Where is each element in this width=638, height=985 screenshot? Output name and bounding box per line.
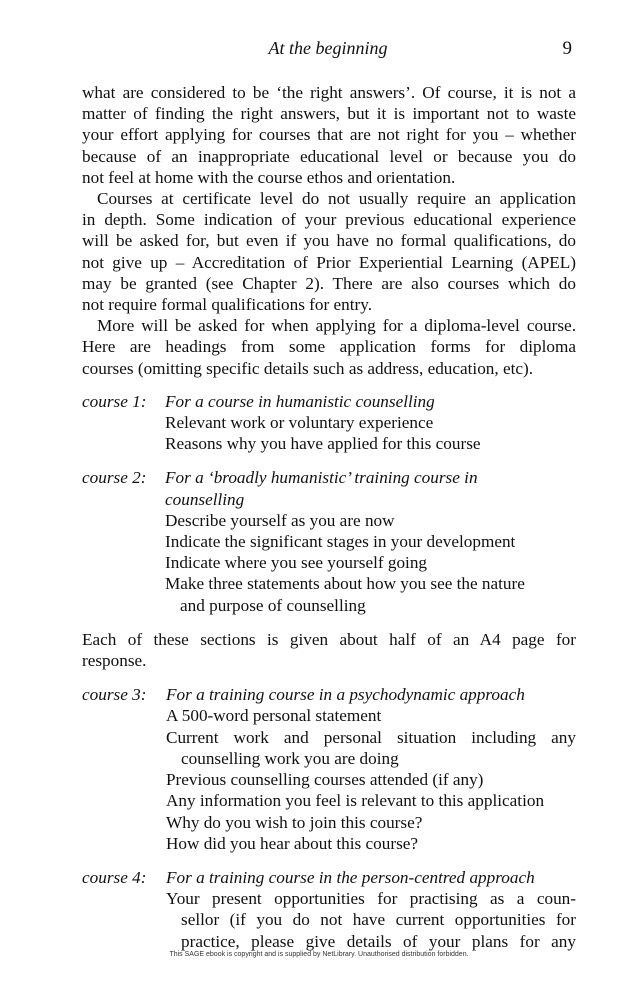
course-3-block [82, 684, 576, 854]
course-item: Your present opportunities for practising as a coun- [166, 889, 576, 909]
paragraph [82, 188, 576, 315]
course-title: For a training course in a psychodynamic approach [166, 685, 525, 705]
course-item-continued: sellor (if you do not have current opportunities for [181, 910, 576, 930]
course-item: Describe yourself as you are now [165, 510, 395, 530]
course-title: For a training course in the person-centred approach [166, 867, 535, 887]
text-line: Courses at certificate level do not usually require an application [97, 189, 576, 209]
course-label: course 3: [82, 685, 147, 705]
page-body [82, 82, 576, 952]
course-label: course 1: [82, 391, 147, 411]
text-line: in depth. Some indication of your previous educational experience [82, 210, 576, 230]
paragraph [82, 82, 576, 188]
course-item: Why do you wish to join this course? [166, 812, 423, 832]
text-line: your effort applying for courses that are not right for you – whether [82, 125, 576, 145]
text-line: will be asked for, but even if you have no formal qualifications, do [82, 231, 576, 251]
text-line: courses (omitting specific details such as address, education, etc). [82, 358, 534, 378]
text-line: More will be asked for when applying for a diploma-level course. [97, 316, 576, 336]
text-line: response. [82, 651, 147, 671]
page-number: 9 [562, 38, 572, 59]
text-line: not give up – Accreditation of Prior Experiential Learning (APEL) [82, 252, 576, 272]
text-line: Here are headings from some application forms for diploma [82, 337, 576, 357]
text-line: Each of these sections is given about half of an A4 page for [82, 629, 576, 649]
course-label: course 4: [82, 867, 147, 887]
course-item: Any information you feel is relevant to this application [166, 791, 545, 811]
paragraph [82, 315, 576, 379]
copyright-notice: This SAGE ebook is copyright and is supplied by NetLibrary. Unauthorised distribution forbidden. [169, 951, 469, 958]
course-title-continued: counselling [165, 489, 245, 509]
course-item: Indicate where you see yourself going [165, 553, 428, 573]
text-line: not feel at home with the course ethos and orientation. [82, 167, 456, 187]
course-item: Relevant work or voluntary experience [165, 413, 434, 433]
course-item: Current work and personal situation including any [166, 727, 576, 747]
running-title: At the beginning [268, 38, 388, 58]
text-line: matter of finding the right answers, but it is important not to waste [82, 104, 576, 124]
course-4-block [82, 867, 576, 952]
course-label: course 2: [82, 468, 147, 488]
course-title: For a course in humanistic counselling [165, 391, 435, 411]
course-item: How did you hear about this course? [166, 833, 419, 853]
course-item: A 500-word personal statement [166, 706, 382, 726]
course-item: Previous counselling courses attended (if any) [166, 770, 484, 790]
course-title: For a ‘broadly humanistic’ training course in [165, 468, 478, 488]
text-line: not require formal qualifications for entry. [82, 295, 373, 315]
course-item-continued: practice, please give details of your plans for any [181, 931, 576, 951]
running-header [82, 38, 574, 62]
course-2-block [82, 467, 576, 615]
text-line: may be granted (see Chapter 2). There are also courses which do [82, 273, 576, 293]
course-item: Make three statements about how you see the nature [165, 574, 525, 594]
paragraph [82, 629, 576, 671]
text-line: what are considered to be ‘the right answers’. Of course, it is not a [82, 83, 576, 102]
course-item: Indicate the significant stages in your development [165, 532, 516, 552]
course-item-continued: and purpose of counselling [180, 595, 366, 615]
course-item-continued: counselling work you are doing [181, 748, 399, 768]
course-1-block [82, 391, 576, 455]
text-line: because of an inappropriate educational level or because you do [82, 146, 576, 166]
course-item: Reasons why you have applied for this course [165, 434, 481, 454]
